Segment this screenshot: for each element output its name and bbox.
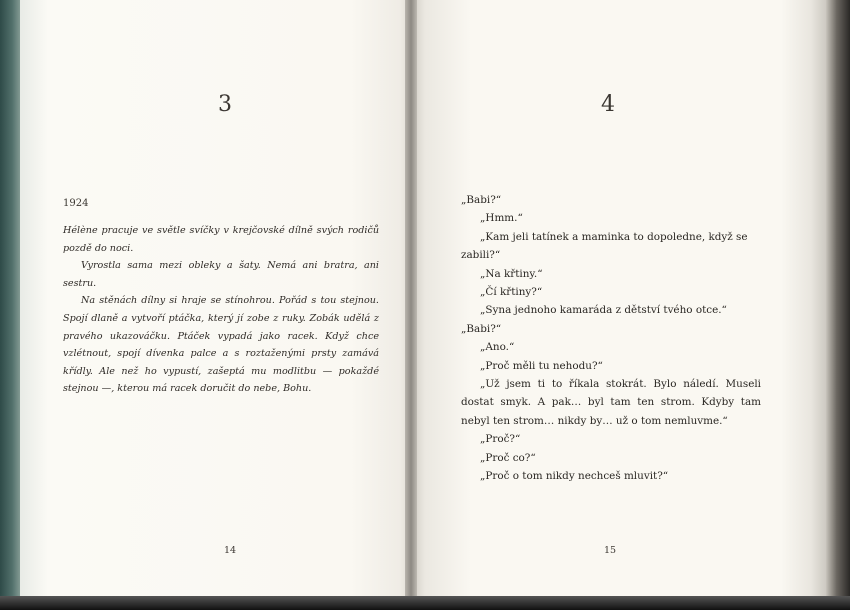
dialogue-line: „Kam jeli tatínek a maminka to dopoledne, když se zabili?“ xyxy=(461,230,748,262)
book-cover-edge xyxy=(0,0,22,610)
dialogue-line: „Proč?“ xyxy=(480,433,521,446)
chapter-number: 4 xyxy=(601,92,615,117)
chapter-number: 3 xyxy=(218,92,232,117)
dialogue-line: „Proč co?“ xyxy=(480,451,536,464)
dialogue-line: „Na křtiny.“ xyxy=(480,267,543,280)
dialogue-line: „Babi?“ xyxy=(461,322,502,335)
paragraph: Hélène pracuje ve světle svíčky v krejčovské dílně svých rodičů pozdě do noci. xyxy=(63,225,379,254)
dialogue-line: „Proč o tom nikdy nechceš mluvit?“ xyxy=(480,470,669,483)
page-number: 14 xyxy=(224,545,237,556)
dialogue-line: „Už jsem ti to říkala stokrát. Bylo náledí. Museli dostat smyk. A pak… byl tam ten strom. Kdyby tam nebyl ten strom… nikdy by… už o tom nemluvme.“ xyxy=(461,378,761,427)
book-gutter xyxy=(405,0,417,598)
chapter-year: 1924 xyxy=(63,198,89,209)
dialogue-text xyxy=(461,191,761,486)
book-bottom-edge xyxy=(0,596,850,610)
page-number: 15 xyxy=(604,545,617,556)
chapter-text xyxy=(63,222,379,398)
left-page xyxy=(20,0,413,598)
dialogue-line: „Ano.“ xyxy=(480,341,515,354)
right-page xyxy=(411,0,828,598)
dialogue-line: „Hmm.“ xyxy=(480,212,523,225)
paragraph: Na stěnách dílny si hraje se stínohrou. Pořád s tou stejnou. Spojí dlaně a vytvoří ptáčka, který jí zobe z ruky. Zobák udělá z pravého ukazováčku. Ptáček vypadá jako racek. Když chce vzlétnout, spojí dívenka palce a s roztaženými prsty zamává křídly. Ale než ho vypustí, zašeptá mu modlitbu — pokaždé stejnou —, kterou má racek doručit do nebe, Bohu. xyxy=(63,295,379,395)
dialogue-line: „Babi?“ xyxy=(461,194,502,206)
page-edge xyxy=(826,0,850,600)
paragraph: Vyrostla sama mezi obleky a šaty. Nemá ani bratra, ani sestru. xyxy=(63,260,379,289)
dialogue-line: „Syna jednoho kamaráda z dětství tvého otce.“ xyxy=(480,304,727,317)
dialogue-line: „Proč měli tu nehodu?“ xyxy=(480,359,603,372)
dialogue-line: „Čí křtiny?“ xyxy=(480,286,543,299)
